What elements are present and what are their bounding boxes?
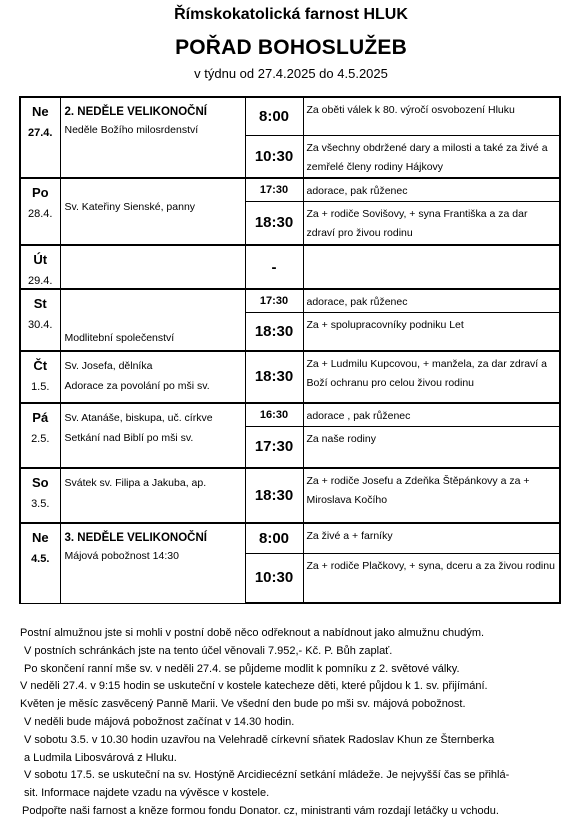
announcement-line: Po skončení ranní mše sv. v neděli 27.4. se půjdeme modlit k pomníku z 2. světové války. (24, 662, 460, 675)
day-name: Pá (32, 409, 49, 425)
parish-name: Římskokatolická farnost HLUK (174, 6, 408, 23)
mass-time: 8:00 (245, 523, 303, 553)
day-cell (20, 289, 60, 351)
day-date: 3.5. (31, 498, 50, 510)
day-date: 28.4. (28, 207, 53, 220)
day-date: 2.5. (31, 432, 50, 445)
mass-time: 10:30 (245, 553, 303, 603)
day-name: Ne (31, 530, 49, 545)
day-cell (20, 245, 60, 289)
feast-name: Sv. Atanáše, biskupa, uč. církve (64, 411, 213, 424)
day-name: So (31, 475, 49, 490)
schedule-row (20, 351, 560, 403)
mass-intention: adorace, pak růženec (303, 178, 560, 202)
feast-cell (60, 468, 245, 523)
day-cell (20, 403, 60, 469)
announcement-line: V neděli 27.4. v 9:15 hodin se uskuteční v kostele katecheze děti, které půjdou k 1. sv. přijímání. (20, 680, 488, 693)
feast-cell (60, 403, 245, 469)
day-cell (20, 468, 60, 523)
schedule-row (20, 245, 560, 289)
day-date: 30.4. (28, 319, 53, 331)
feast-cell (60, 523, 245, 603)
announcement-line: V sobotu 3.5. v 10.30 hodin uzavřou na Velehradě církevní sňatek Radoslav Khun ze Šternberka (24, 733, 495, 746)
mass-intention: Za + rodiče Sovišovy, + syna Františka a za dar zdraví pro živou rodinu (303, 201, 560, 245)
announcement-line: V postních schránkách jste na tento účel věnovali 7.952,- Kč. P. Bůh zaplať. (24, 644, 393, 657)
schedule-row (20, 468, 560, 523)
mass-intention: Za živé a + farníky (303, 523, 560, 553)
day-name: Čt (33, 357, 48, 373)
mass-intention: adorace , pak růženec (303, 403, 560, 427)
announcements (20, 625, 570, 821)
announcement-line: V neděli bude májová pobožnost začínat v 14.30 hodin. (24, 715, 295, 728)
day-cell (20, 523, 60, 603)
feast-note: Neděle Božího milosrdenství (64, 124, 199, 136)
mass-time: 10:30 (245, 135, 303, 178)
day-date: 4.5. (31, 553, 50, 565)
mass-intention: Za naše rodiny (303, 426, 560, 468)
day-name: Po (31, 184, 49, 200)
page-title: POŘAD BOHOSLUŽEB (175, 36, 407, 59)
day-date: 27.4. (28, 127, 53, 139)
feast-name: 3. NEDĚLE VELIKONOČNÍ (64, 532, 207, 544)
mass-intention: adorace, pak růženec (303, 289, 560, 313)
mass-time: 16:30 (245, 403, 303, 427)
mass-intention: Za všechny obdržené dary a milosti a také za živé a zemřelé členy rodiny Hájkovy (303, 135, 560, 178)
mass-time: 17:30 (245, 426, 303, 468)
day-cell (20, 178, 60, 246)
feast-note: Adorace za povolání po mši sv. (64, 379, 210, 392)
mass-intention (303, 245, 560, 289)
schedule-row (20, 523, 560, 553)
week-range: v týdnu od 27.4.2025 do 4.5.2025 (194, 66, 388, 81)
mass-time: 8:00 (245, 97, 303, 135)
schedule-row (20, 97, 560, 135)
mass-time: 17:30 (245, 289, 303, 313)
announcement-line: Podpořte naši farnost a kněze formou fondu Donator. cz, ministranti vám rozdají letáčky u vchodu. (22, 804, 499, 817)
feast-name: 2. NEDĚLE VELIKONOČNÍ (64, 106, 207, 118)
day-name: St (33, 296, 47, 311)
feast-cell (60, 245, 245, 289)
feast-cell (60, 97, 245, 178)
announcement-line: sit. Informace najdete vzadu na vývěsce v kostele. (24, 787, 270, 800)
day-cell (20, 351, 60, 403)
day-date: 29.4. (28, 275, 53, 287)
day-name: Ne (31, 104, 49, 119)
schedule-row (20, 178, 560, 202)
mass-intention: Za + spolupracovníky podniku Let (303, 313, 560, 351)
announcement-line: V sobotu 17.5. se uskuteční na sv. Hostýně Arcidiecézní setkání mládeže. Je nejvyšší čas se přihlá- (24, 769, 510, 782)
feast-note: Májová pobožnost 14:30 (64, 550, 179, 562)
feast-name: Sv. Kateřiny Sienské, panny (64, 200, 196, 213)
feast-cell (60, 351, 245, 403)
schedule-table (19, 96, 561, 604)
day-name: Út (33, 252, 48, 267)
mass-time: 18:30 (245, 201, 303, 245)
feast-name: Sv. Josefa, dělníka (64, 359, 153, 372)
mass-intention: Za + rodiče Plačkovy, + syna, dceru a za živou rodinu (303, 553, 560, 603)
mass-time: 18:30 (245, 351, 303, 403)
announcement-line: a Ludmila Libosvárová z Hluku. (24, 751, 177, 764)
schedule-row (20, 403, 560, 427)
day-date: 1.5. (31, 380, 50, 393)
mass-intention: Za oběti válek k 80. výročí osvobození Hluku (303, 97, 560, 135)
mass-time: 17:30 (245, 178, 303, 202)
feast-cell (60, 178, 245, 246)
schedule-row (20, 289, 560, 313)
mass-intention: Za + Ludmilu Kupcovou, + manžela, za dar zdraví a Boží ochranu pro celou živou rodinu (303, 351, 560, 403)
announcement-line: Květen je měsíc zasvěcený Panně Marii. Ve všední den bude po mši sv. májová pobožnost. (20, 698, 466, 711)
feast-name: Modlitební společenství (64, 332, 175, 344)
feast-cell (60, 289, 245, 351)
day-cell (20, 97, 60, 178)
mass-intention: Za + rodiče Josefu a Zdeňka Štěpánkovy a za + Miroslava Kočího (303, 468, 560, 523)
mass-time: 18:30 (245, 313, 303, 351)
feast-note: Setkání nad Biblí po mši sv. (64, 431, 194, 444)
announcement-line: Postní almužnou jste si mohli v postní době něco odřeknout a nabídnout jako almužnu chudým. (20, 627, 485, 639)
mass-time: - (245, 245, 303, 289)
feast-name: Svátek sv. Filipa a Jakuba, ap. (64, 477, 207, 489)
mass-time: 18:30 (245, 468, 303, 523)
